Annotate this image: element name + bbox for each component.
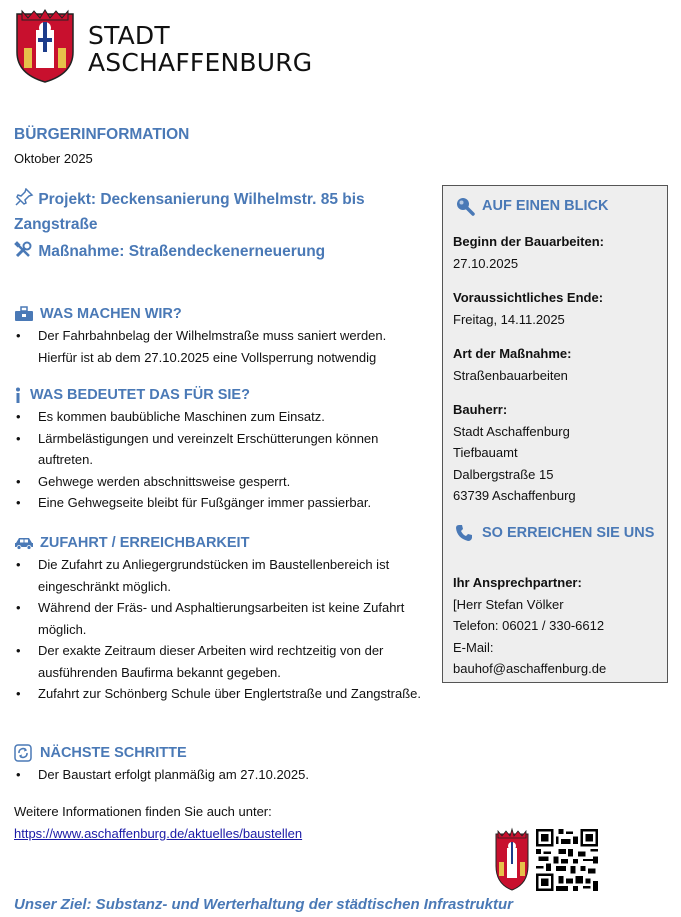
goal-statement: Unser Ziel: Substanz- und Werterhaltung der städtischen Infrastruktur [14,896,513,913]
pushpin-icon [14,188,34,206]
tools-icon [14,241,32,259]
measure-text: Maßnahme: Straßendeckenerneuerung [38,243,326,260]
list-item: • Der Fahrbahnbelag der Wilhelmstraße muss saniert werden. Hierfür ist ab dem 27.10.2025 eine Vollsperrung notwendig [14,325,424,368]
list-item: • Es kommen baubübliche Maschinen zum Einsatz. [14,406,424,428]
list-item: • Gehwege werden abschnittsweise gesperrt. [14,471,424,493]
section-access-title: ZUFAHRT / ERREICHBARKEIT [40,535,250,551]
contact-label: Ihr Ansprechpartner: [453,575,582,590]
section-what [14,303,424,368]
list-item: • Während der Fräs- und Asphaltierungsarbeiten ist keine Zufahrt möglich. [14,597,424,640]
contact-heading [455,524,654,542]
owner-line: 63739 Aschaffenburg [453,488,576,503]
list-item: • Lärmbelästigungen und vereinzelt Erschütterungen können auftreten. [14,428,424,471]
toolbox-icon [14,305,36,323]
project-text: Projekt: Deckensanierung Wilhelmstr. 85 bis Zangstraße [14,191,365,233]
magnifier-icon [455,196,477,216]
citizen-info-heading: BÜRGERINFORMATION [14,126,190,143]
owner-line: Tiefbauamt [453,445,518,460]
section-next-heading [14,742,424,764]
start-value: 27.10.2025 [453,255,519,271]
more-info-text: Weitere Informationen finden Sie auch unter: [14,804,272,819]
type-value: Straßenbauarbeiten [453,367,568,383]
city-title-line2: ASCHAFFENBURG [88,48,313,77]
contact-email[interactable]: bauhof@aschaffenburg.de [453,661,607,676]
section-next-list [14,764,424,786]
list-item: • Der Baustart erfolgt planmäßig am 27.10.2025. [14,764,424,786]
section-access [14,532,424,705]
start-block [453,231,663,274]
coat-of-arms-icon [494,826,530,892]
contact-title: SO ERREICHEN SIE UNS [482,525,655,541]
qr-code-icon[interactable] [536,829,598,891]
contact-line: E-Mail: [453,639,494,655]
project-title [14,187,414,237]
owner-line: Stadt Aschaffenburg [453,423,570,439]
section-what-title: WAS MACHEN WIR? [40,306,182,322]
section-access-list [14,554,424,705]
contact-line: [Herr Stefan Völker [453,596,564,612]
section-next-title: NÄCHSTE SCHRITTE [40,745,187,761]
section-what-heading [14,303,424,325]
section-what-list [14,325,424,368]
owner-label: Bauherr: [453,402,508,417]
website-link[interactable]: https://www.aschaffenburg.de/aktuelles/baustellen [14,826,303,841]
start-label: Beginn der Bauarbeiten: [453,234,604,249]
list-item: • Die Zufahrt zu Anliegergrundstücken im Baustellenbereich ist eingeschränkt möglich. [14,554,424,597]
refresh-icon [14,744,36,762]
end-label: Voraussichtliches Ende: [453,290,604,305]
at-a-glance-heading [455,196,608,216]
more-info [14,801,302,845]
contact-line: Telefon: 06021 / 330-6612 [453,618,605,633]
city-title [88,22,312,76]
coat-of-arms-icon [14,8,76,84]
issue-date: Oktober 2025 [14,151,93,166]
info-icon [14,386,26,404]
at-a-glance-title: AUF EINEN BLICK [482,198,609,214]
section-meaning [14,384,424,514]
list-item: • Eine Gehwegseite bleibt für Fußgänger immer passierbar. [14,492,424,514]
end-value: Freitag, 14.11.2025 [453,311,565,327]
end-block [453,287,663,330]
section-next [14,742,424,786]
section-meaning-list [14,406,424,514]
measure-title [14,241,325,261]
city-title-line1: STADT [88,21,170,50]
owner-block [453,399,663,507]
owner-line: Dalbergstraße 15 [453,466,554,482]
list-item: • Der exakte Zeitraum dieser Arbeiten wird rechtzeitig von der ausführenden Baufirma bekannt gegeben. [14,640,424,683]
type-block [453,343,663,386]
list-item: • Zufahrt zur Schönberg Schule über Englertstraße und Zangstraße. [14,683,424,705]
at-a-glance-box [442,185,668,683]
section-access-heading [14,532,424,554]
car-icon [14,534,36,552]
contact-block [453,572,663,680]
phone-icon [455,524,477,542]
section-meaning-heading [14,384,424,406]
section-meaning-title: WAS BEDEUTET DAS FÜR SIE? [30,387,250,403]
type-label: Art der Maßnahme: [453,346,572,361]
